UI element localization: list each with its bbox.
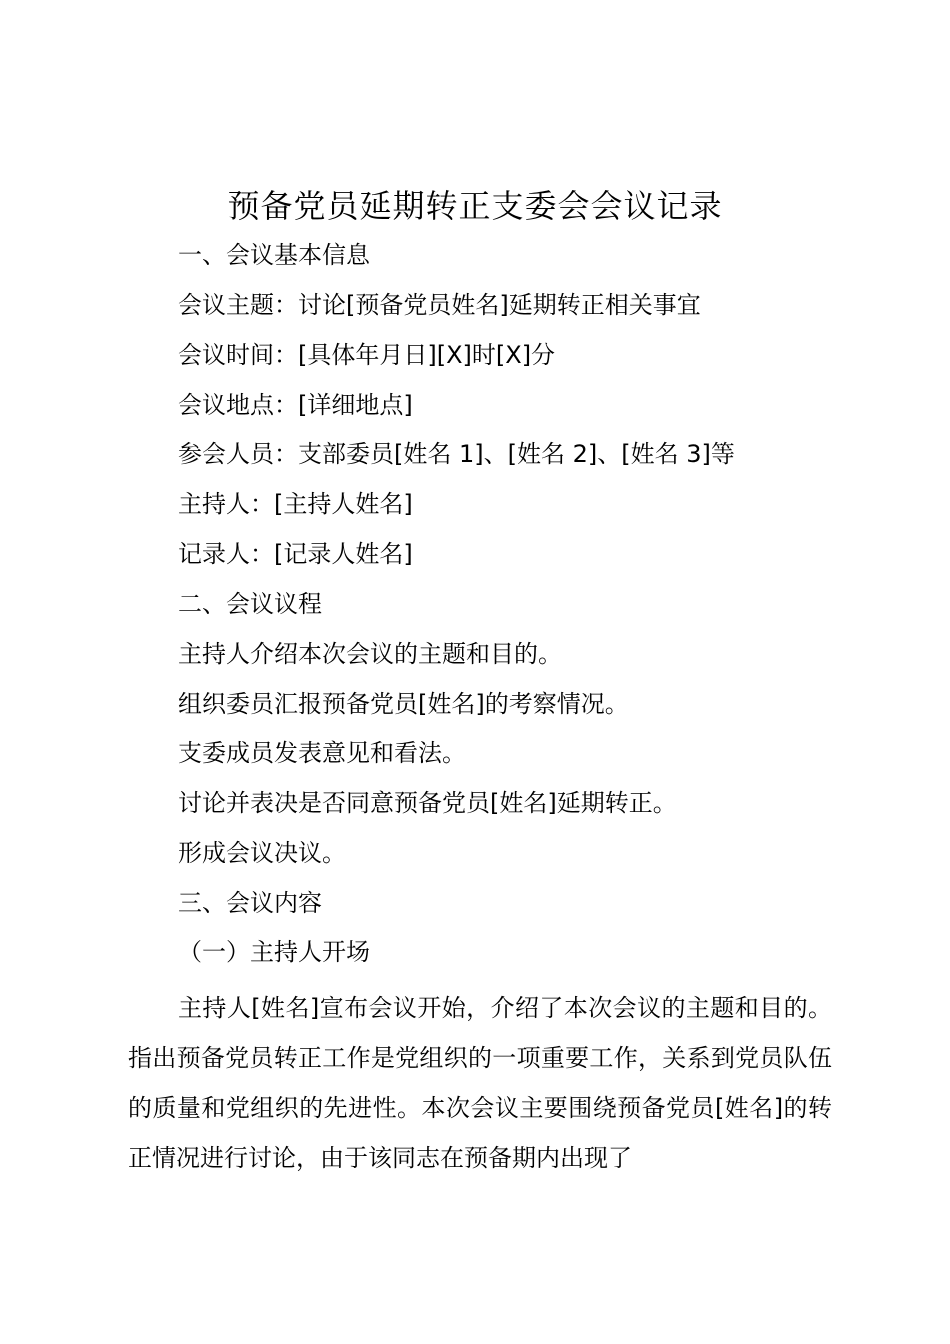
host-opening-paragraph: 主持人[姓名]宣布会议开始，介绍了本次会议的主题和目的。指出预备党员转正工作是党组织的一项重要工作，关系到党员队伍的质量和党组织的先进性。本次会议主要围绕预备党员[姓名]的转正情况进行讨论，由于该同志在预备期内出现了 <box>128 994 832 1172</box>
meeting-recorder: 记录人：[记录人姓名] <box>178 540 413 568</box>
agenda-item: 组织委员汇报预备党员[姓名]的考察情况。 <box>178 690 629 718</box>
section-heading-content: 三、会议内容 <box>178 889 322 917</box>
meeting-topic: 会议主题：讨论[预备党员姓名]延期转正相关事宜 <box>178 291 701 319</box>
meeting-time: 会议时间：[具体年月日][X]时[X]分 <box>178 341 556 369</box>
meeting-location: 会议地点：[详细地点] <box>178 391 413 419</box>
section-heading-basic-info: 一、会议基本信息 <box>178 241 370 269</box>
document-title: 预备党员延期转正支委会会议记录 <box>227 187 723 225</box>
agenda-item: 讨论并表决是否同意预备党员[姓名]延期转正。 <box>178 789 677 817</box>
meeting-attendees: 参会人员：支部委员[姓名 1]、[姓名 2]、[姓名 3]等 <box>178 440 735 468</box>
subheading-host-opening: （一）主持人开场 <box>178 938 370 966</box>
agenda-item: 形成会议决议。 <box>178 839 346 867</box>
meeting-host: 主持人：[主持人姓名] <box>178 490 413 518</box>
section-heading-agenda: 二、会议议程 <box>178 590 322 618</box>
agenda-item: 主持人介绍本次会议的主题和目的。 <box>178 640 562 668</box>
agenda-item: 支委成员发表意见和看法。 <box>178 739 466 767</box>
